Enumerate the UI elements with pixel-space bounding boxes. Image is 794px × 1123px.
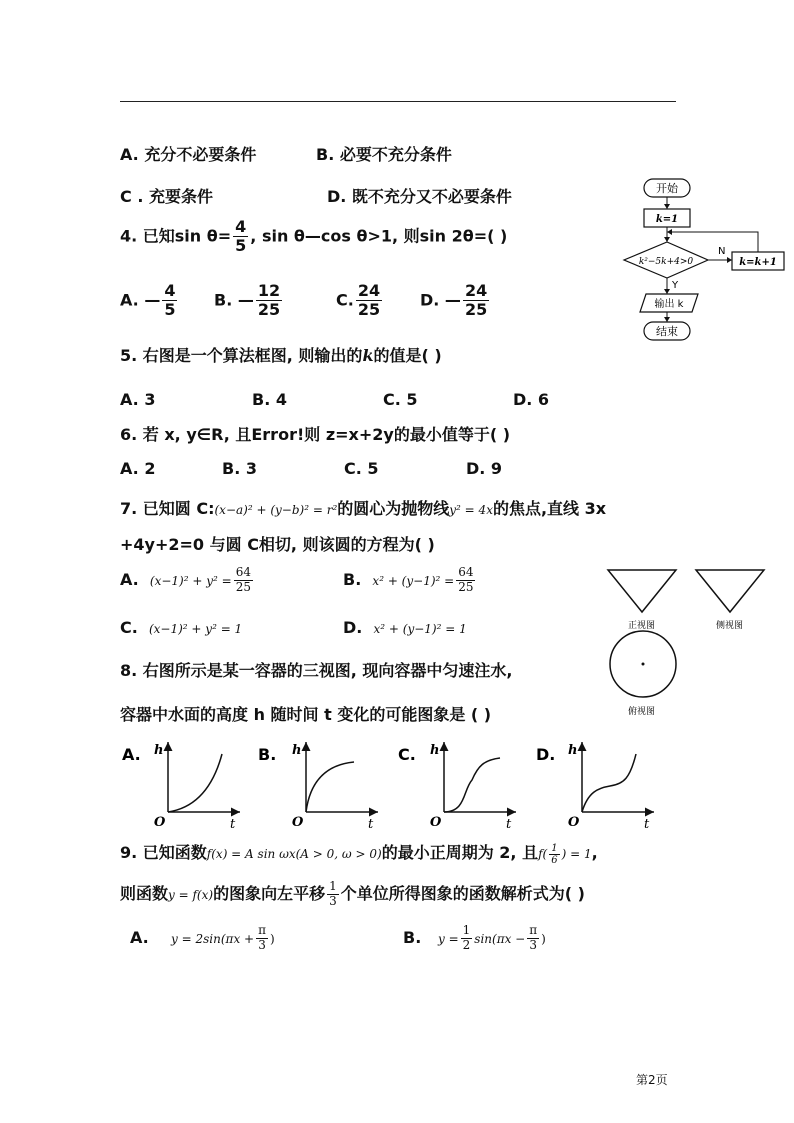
- origin-label: O: [292, 815, 304, 830]
- q9-option-a[interactable]: [130, 924, 275, 953]
- q9-shift-den: 3: [329, 893, 337, 908]
- q7-d-eq: x² + (y−1)² = 1: [373, 622, 467, 636]
- q9-b-label: B.: [403, 927, 422, 947]
- q7-line1: [120, 496, 606, 519]
- q4-c-label: C.: [336, 290, 354, 310]
- flow-yes-label: Y: [672, 280, 679, 291]
- q3-option-c[interactable]: C . 充要条件: [120, 187, 213, 206]
- q7-d-label: D.: [343, 618, 363, 637]
- q4-fraction: [233, 218, 248, 256]
- q9-b-eq-pre: y =: [438, 931, 459, 946]
- q5-option-a[interactable]: A. 3: [120, 390, 156, 409]
- q4-option-d[interactable]: [420, 282, 491, 320]
- q5-option-b[interactable]: B. 4: [252, 390, 287, 409]
- q6-option-a[interactable]: A. 2: [120, 459, 156, 478]
- q9-b-coef-num: 1: [462, 923, 471, 937]
- q5-stem: [120, 343, 442, 366]
- flow-output-text: 输出 k: [654, 299, 684, 310]
- q5-stem-pre: 5. 右图是一个算法框图, 则输出的: [120, 346, 363, 365]
- q3-option-d[interactable]: D. 既不充分又不必要条件: [327, 187, 512, 206]
- axis-t-label: t: [644, 817, 650, 832]
- q5-var: k: [362, 346, 374, 365]
- q7-b-label: B.: [343, 569, 362, 589]
- origin-label: O: [430, 815, 442, 830]
- q4-c-den: 25: [357, 300, 381, 320]
- axis-h-label: h: [154, 743, 164, 758]
- flow-end-text: 结束: [656, 325, 678, 338]
- q7-a-eq: (x−1)² + y² =: [149, 573, 232, 588]
- front-view-triangle: [608, 570, 676, 612]
- q6-stem: 6. 若 x, y∈R, 且Error!则 z=x+2y的最小值等于( ): [120, 425, 511, 444]
- q4-a-den: 5: [164, 300, 176, 320]
- q4-d-num: 24: [464, 281, 488, 300]
- curve: [582, 754, 636, 812]
- q9-line2-pre: 则函数: [120, 883, 169, 903]
- q6-option-d[interactable]: D. 9: [466, 459, 503, 478]
- axis-t-label: t: [368, 817, 374, 832]
- q9-shift-num: 1: [329, 879, 337, 893]
- q4-b-label: B. —: [214, 290, 254, 310]
- q7-b-den: 25: [458, 579, 474, 594]
- axis-h-label: h: [292, 743, 302, 758]
- front-view-label: 正视图: [628, 621, 656, 631]
- q7-option-c[interactable]: [120, 618, 242, 637]
- q7-b-eq: x² + (y−1)² =: [372, 573, 455, 588]
- axis-t-label: t: [506, 817, 512, 832]
- q7-a-num: 64: [235, 565, 251, 579]
- q6-option-b[interactable]: B. 3: [222, 459, 257, 478]
- q4-b-den: 25: [257, 300, 281, 320]
- q8-graph-d[interactable]: [536, 742, 654, 832]
- q9-a-num: π: [258, 923, 266, 937]
- q9-line1-pre: 9. 已知函数: [120, 843, 207, 862]
- q5-option-c[interactable]: C. 5: [383, 390, 418, 409]
- q9-b-eq-post: ): [541, 931, 546, 946]
- q8-graph-a[interactable]: [122, 742, 240, 832]
- q4-stem-post: , sin θ—cos θ>1, 则sin 2θ=( ): [250, 226, 508, 246]
- q9-line1-end: ,: [591, 843, 598, 862]
- q9-b-num: π: [529, 923, 538, 937]
- q4-d-label: D. —: [420, 290, 461, 310]
- page-number: 第2页: [636, 1073, 668, 1087]
- three-view-diagram: [604, 566, 784, 720]
- q4-option-a[interactable]: [120, 282, 179, 320]
- q4-option-c[interactable]: [336, 282, 384, 320]
- q8-line2: 容器中水面的高度 h 随时间 t 变化的可能图象是 ( ): [120, 705, 492, 724]
- curve: [444, 758, 500, 812]
- side-view-label: 侧视图: [716, 621, 744, 631]
- q8-graph-d-label: D.: [536, 745, 556, 764]
- axis-h-label: h: [430, 743, 440, 758]
- q7-b-num: 64: [458, 565, 474, 579]
- q9-line1: [120, 840, 598, 867]
- q9-cond-den: 6: [551, 855, 558, 866]
- q9-cond-post: ) = 1: [561, 847, 592, 861]
- q5-stem-post: 的值是( ): [373, 346, 442, 365]
- header-rule: [120, 101, 676, 102]
- q9-b-coef-den: 2: [462, 937, 471, 952]
- q7-line1-post: 的焦点,直线 3x: [492, 499, 607, 518]
- q7-option-b[interactable]: [343, 566, 477, 595]
- q7-circle-equation: (x−a)² + (y−b)² = r²: [214, 503, 338, 517]
- q9-b-den: 3: [529, 937, 537, 952]
- q5-option-d[interactable]: D. 6: [513, 390, 550, 409]
- q8-line1: 8. 右图所示是某一容器的三视图, 现向容器中匀速注水,: [120, 661, 513, 680]
- flow-condition-text: k²−5k+4>0: [638, 257, 694, 267]
- algorithm-flowchart: [614, 174, 790, 344]
- curve: [168, 754, 222, 812]
- q7-line2: +4y+2=0 与圆 C相切, 则该圆的方程为( ): [120, 535, 435, 554]
- q8-graph-b[interactable]: [258, 742, 378, 832]
- q9-cond-num: 1: [551, 842, 558, 854]
- q3-option-a[interactable]: A. 充分不必要条件: [120, 145, 257, 164]
- q7-c-eq: (x−1)² + y² = 1: [148, 622, 243, 636]
- axis-t-label: t: [230, 817, 236, 832]
- q9-function-def: f(x) = A sin ωx(A > 0, ω > 0): [206, 847, 382, 861]
- flow-update-text: k=k+1: [739, 257, 777, 268]
- q9-line2-post: 个单位所得图象的函数解析式为( ): [340, 883, 585, 903]
- curve: [306, 762, 354, 812]
- q4-frac-num: 4: [235, 217, 247, 236]
- q4-a-num: 4: [164, 281, 176, 300]
- q7-line1-mid: 的圆心为抛物线: [337, 499, 450, 518]
- q4-a-label: A. —: [120, 290, 161, 310]
- q9-cond-pre: f(: [538, 847, 548, 861]
- side-view-triangle: [696, 570, 764, 612]
- q9-y-def: y = f(x): [168, 887, 214, 902]
- q4-d-den: 25: [464, 300, 488, 320]
- q9-a-eq-pre: y = 2sin(πx +: [171, 931, 255, 946]
- axis-h-label: h: [568, 743, 578, 758]
- q8-graph-b-label: B.: [258, 745, 277, 764]
- q9-a-label: A.: [130, 927, 149, 947]
- top-view-label: 俯视图: [628, 707, 656, 717]
- q6-option-c[interactable]: C. 5: [344, 459, 379, 478]
- q7-parabola-equation: y² = 4x: [449, 503, 493, 517]
- q9-option-b[interactable]: [403, 924, 546, 953]
- q7-option-d[interactable]: [343, 618, 467, 637]
- q8-option-graphs: [118, 736, 658, 832]
- q9-line1-mid: 的最小正周期为 2, 且: [381, 843, 539, 862]
- flow-loop-back-arrow: [667, 232, 758, 252]
- origin-label: O: [154, 815, 166, 830]
- q7-option-a[interactable]: [120, 566, 255, 595]
- q8-graph-c[interactable]: [398, 742, 516, 832]
- q9-line2: [120, 880, 585, 909]
- q4-b-num: 12: [257, 281, 281, 300]
- q4-option-b[interactable]: [214, 282, 284, 320]
- q4-c-num: 24: [357, 281, 381, 300]
- q4-stem: [120, 218, 507, 256]
- q4-frac-den: 5: [235, 236, 247, 256]
- q8-graph-a-label: A.: [122, 745, 141, 764]
- q7-a-den: 25: [235, 579, 251, 594]
- q9-a-den: 3: [258, 937, 266, 952]
- q7-c-label: C.: [120, 618, 138, 637]
- flow-init-text: k=1: [655, 214, 679, 225]
- q8-graph-c-label: C.: [398, 745, 416, 764]
- q9-a-eq-post: ): [269, 931, 275, 946]
- origin-label: O: [568, 815, 580, 830]
- q9-line2-mid: 的图象向左平移: [213, 883, 326, 903]
- q3-option-b[interactable]: B. 必要不充分条件: [316, 145, 452, 164]
- q4-stem-pre: 4. 已知sin θ=: [120, 226, 232, 246]
- q9-b-eq-mid: sin(πx −: [474, 931, 526, 946]
- top-view-center-dot: [642, 663, 645, 666]
- q7-a-label: A.: [120, 569, 139, 589]
- flow-start-text: 开始: [656, 182, 678, 195]
- flow-no-label: N: [718, 246, 726, 257]
- q7-line1-pre: 7. 已知圆 C:: [120, 499, 215, 518]
